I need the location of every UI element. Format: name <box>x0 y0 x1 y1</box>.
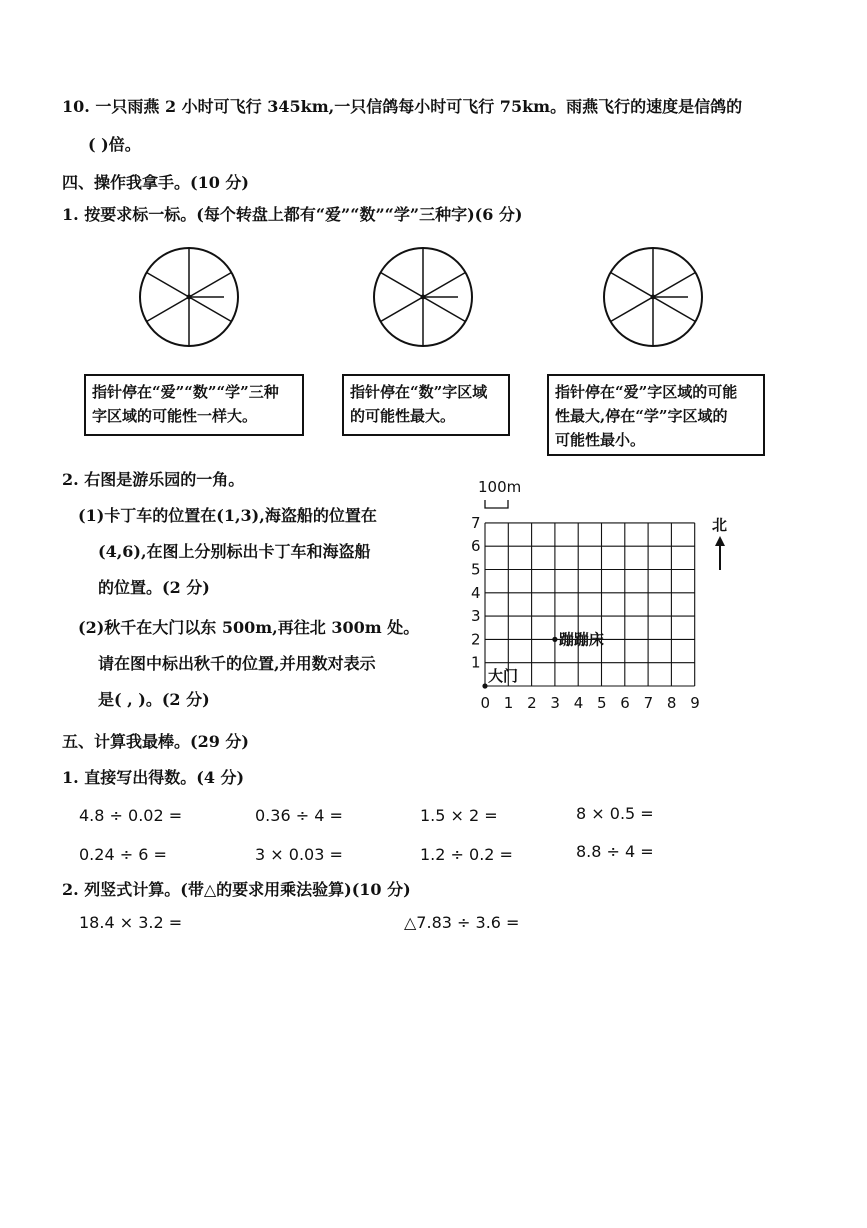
requirement-line: 指针停在“爱”“数”“学”三种 <box>92 383 279 401</box>
spinner-3 <box>602 247 706 351</box>
scale-bar <box>485 500 508 508</box>
grid-lines <box>485 523 695 686</box>
map-point-label: 大门 <box>488 667 519 685</box>
y-tick-label: 1 <box>471 653 481 672</box>
section4-q1: 1. 按要求标一标。(每个转盘上都有“爱”“数”“学”三种字)(6 分) <box>62 205 523 224</box>
map-point <box>552 637 557 642</box>
y-tick-label: 3 <box>471 607 481 626</box>
calc-item: 4.8 ÷ 0.02 = <box>79 806 183 825</box>
q2-part1-line1: (1)卡丁车的位置在(1,3),海盗船的位置在 <box>78 506 377 525</box>
q2-part1-line2: (4,6),在图上分别标出卡丁车和海盗船 <box>98 542 371 561</box>
requirement-line: 指针停在“数”字区域 <box>350 383 488 401</box>
q2-part1-line3: 的位置。(2 分) <box>98 578 210 597</box>
x-tick-label: 6 <box>620 694 630 712</box>
scale-label: 100m <box>478 478 522 496</box>
x-tick-label: 3 <box>550 694 560 712</box>
calc-item: 1.2 ÷ 0.2 = <box>420 845 513 864</box>
q10-line1: 10. 一只雨燕 2 小时可飞行 345km,一只信鸽每小时可飞行 75km。雨燕飞行的速度是信鸽的 <box>62 97 743 116</box>
x-tick-label: 4 <box>573 694 584 712</box>
north-arrowhead-icon <box>715 536 725 546</box>
map-point <box>482 683 487 688</box>
vertical-calc-item: 18.4 × 3.2 = <box>79 913 183 932</box>
y-tick-label: 4 <box>471 583 481 602</box>
x-tick-label: 2 <box>527 694 537 712</box>
spinner-1 <box>138 247 242 351</box>
y-tick-label: 6 <box>471 537 481 556</box>
section5-title: 五、计算我最棒。(29 分) <box>62 732 249 751</box>
amusement-park-grid <box>462 478 742 718</box>
y-tick-label: 7 <box>471 513 481 532</box>
x-tick-label: 7 <box>643 694 654 712</box>
y-tick-label: 2 <box>471 630 481 649</box>
x-tick-label: 1 <box>503 694 514 712</box>
calc-item: 1.5 × 2 = <box>420 806 498 825</box>
x-tick-label: 9 <box>690 694 700 712</box>
spinner-2-requirement <box>342 374 510 436</box>
calc-item: 8.8 ÷ 4 = <box>576 842 654 861</box>
y-tick-label: 5 <box>471 560 481 579</box>
spinner-1-requirement <box>84 374 304 436</box>
q2-part2-line2: 请在图中标出秋千的位置,并用数对表示 <box>98 654 376 673</box>
x-tick-label: 8 <box>666 694 677 712</box>
q10-answer-blank: ( )倍。 <box>88 135 141 154</box>
requirement-line: 的可能性最大。 <box>350 407 456 425</box>
calc-item: 8 × 0.5 = <box>576 804 654 823</box>
requirement-line: 可能性最小。 <box>555 431 646 449</box>
section4-title: 四、操作我拿手。(10 分) <box>62 173 249 192</box>
requirement-line: 字区域的可能性一样大。 <box>92 407 258 425</box>
x-tick-label: 5 <box>597 694 607 712</box>
q2-part2-line3: 是( , )。(2 分) <box>98 690 210 709</box>
section4-q2-title: 2. 右图是游乐园的一角。 <box>62 470 245 489</box>
x-tick-label: 0 <box>480 694 491 712</box>
map-point-label: 蹦蹦床 <box>558 630 604 649</box>
calc-item: 0.24 ÷ 6 = <box>79 845 167 864</box>
calc-item: 0.36 ÷ 4 = <box>255 806 343 825</box>
requirement-line: 性最大,停在“学”字区域的 <box>555 407 728 425</box>
spinner-3-requirement <box>547 374 765 456</box>
section5-q2: 2. 列竖式计算。(带△的要求用乘法验算)(10 分) <box>62 880 411 899</box>
q2-part2-line1: (2)秋千在大门以东 500m,再往北 300m 处。 <box>78 618 420 637</box>
requirement-line: 指针停在“爱”字区域的可能 <box>555 383 738 401</box>
calc-item: 3 × 0.03 = <box>255 845 343 864</box>
north-label: 北 <box>712 516 728 534</box>
vertical-calc-item: △7.83 ÷ 3.6 = <box>404 913 520 932</box>
section5-q1: 1. 直接写出得数。(4 分) <box>62 768 245 787</box>
spinner-2 <box>372 247 476 351</box>
